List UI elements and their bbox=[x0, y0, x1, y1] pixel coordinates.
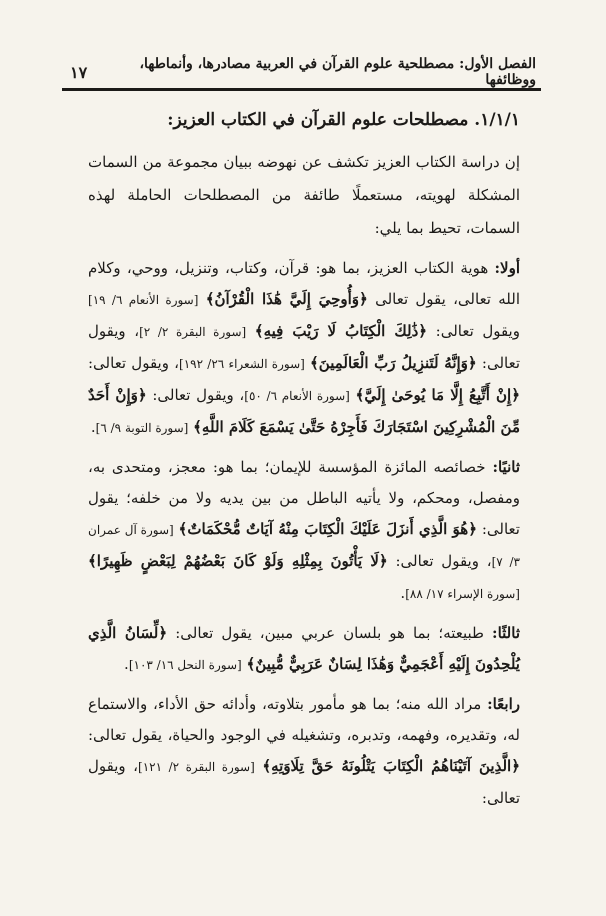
quran-quote: ﴿لِّسَانُ الَّذِي يُلْحِدُونَ إِلَيْهِ أَعْجَمِيٌّ وَهَٰذَا لِسَانٌ عَرَبِيٌّ مُّبِينٌ﴾ bbox=[88, 623, 520, 673]
punctuation: . bbox=[400, 583, 406, 602]
punctuation: . bbox=[90, 417, 96, 436]
body-text: ، ويقول تعالى: bbox=[88, 756, 520, 807]
quran-quote: ﴿لَا يَأْتُونَ بِمِثْلِهِ وَلَوْ كَانَ بَعْضُهُمْ لِبَعْضٍ ظَهِيرًا﴾ bbox=[88, 551, 388, 570]
quran-quote: ﴿ذَٰلِكَ الْكِتَابُ لَا رَيْبَ فِيهِ﴾ bbox=[254, 321, 428, 340]
verse-reference: [سورة آل عمران ٣/ ٧] bbox=[88, 522, 520, 569]
section-heading: ١/١/١. مصطلحات علوم القرآن في الكتاب العزيز: bbox=[167, 110, 520, 130]
quran-quote: ﴿وَإِنَّهُ لَتَنزِيلُ رَبِّ الْعَالَمِينَ﴾ bbox=[310, 353, 477, 372]
paragraph-second bbox=[88, 452, 520, 610]
item-lead: ثانيًا: bbox=[492, 457, 520, 476]
body-text: طبيعته؛ بما هو بلسان عربي مبين، يقول تعالى: bbox=[167, 623, 493, 642]
verse-reference: [سورة النحل ١٦/ ١٠٣] bbox=[128, 657, 242, 672]
quran-quote: ﴿إِنْ أَتَّبِعُ إِلَّا مَا يُوحَىٰ إِلَيَّ﴾ bbox=[355, 385, 520, 404]
body-text: خصائصه المائزة المؤسسة للإيمان؛ بما هو: معجز، ومتحدى به، ومفصل، ومحكم، ولا يأتيه الباطل من بين يديه ولا من خلفه؛ يقول تعالى: bbox=[88, 457, 520, 538]
verse-reference: [سورة التوبة ٩/ ٦] bbox=[95, 420, 189, 435]
page-number: ١٧ bbox=[70, 62, 88, 82]
paragraph-first bbox=[88, 253, 520, 444]
verse-reference: [سورة البقرة ٢/ ٢] bbox=[139, 324, 247, 339]
verse-reference: [سورة الأنعام ٦/ ١٩] bbox=[88, 292, 199, 307]
item-lead: أولا: bbox=[494, 258, 520, 277]
quran-quote: ﴿وَإِنْ أَحَدٌ مِّنَ الْمُشْرِكِينَ اسْتَجَارَكَ فَأَجِرْهُ حَتَّىٰ يَسْمَعَ كَلَامَ اللَّهِ﴾ bbox=[88, 385, 520, 436]
body-text: ، ويقول تعالى: bbox=[88, 353, 179, 372]
body-text: ، ويقول تعالى: bbox=[146, 385, 245, 404]
intro-paragraph bbox=[88, 146, 520, 245]
punctuation: . bbox=[124, 654, 129, 673]
item-lead: رابعًا: bbox=[487, 694, 521, 713]
verse-reference: [سورة الأنعام ٦/ ٥٠] bbox=[244, 388, 350, 403]
verse-reference: [سورة البقرة ٢/ ١٢١] bbox=[138, 759, 255, 774]
quran-quote: ﴿الَّذِينَ آتَيْنَاهُمُ الْكِتَابَ يَتْلُونَهُ حَقَّ تِلَاوَتِهِ﴾ bbox=[262, 756, 520, 775]
verse-reference: [سورة الشعراء ٢٦/ ١٩٢] bbox=[179, 356, 305, 371]
page-body bbox=[88, 108, 520, 822]
body-text: ، ويقول تعالى: bbox=[88, 321, 521, 372]
body-text: مراد الله منه؛ بما هو مأمور بتلاوته، وأدائه حق الأداء، والاستماع له، وتقديره، وفهمه، وتدبره، وتشغيله في الوجود والحياة، يقول تعالى: bbox=[88, 694, 520, 744]
item-lead: ثالثًا: bbox=[492, 623, 520, 642]
paragraph-fourth bbox=[88, 689, 520, 814]
paragraph-third bbox=[88, 618, 520, 681]
quran-quote: ﴿وَأُوحِيَ إِلَيَّ هَٰذَا الْقُرْآنُ﴾ bbox=[205, 289, 368, 308]
header-rule bbox=[62, 88, 541, 91]
body-text: ويقول تعالى: bbox=[427, 321, 520, 340]
running-header bbox=[70, 58, 536, 86]
body-text: ، ويقول تعالى: bbox=[387, 551, 492, 570]
quran-quote: ﴿هُوَ الَّذِي أَنزَلَ عَلَيْكَ الْكِتَابَ مِنْهُ آيَاتٌ مُّحْكَمَاتٌ﴾ bbox=[178, 519, 478, 538]
chapter-title: الفصل الأول: مصطلحية علوم القرآن في العربية مصادرها، وأنماطها، ووظائفها bbox=[139, 56, 536, 88]
verse-reference: [سورة الإسراء ١٧/ ٨٨] bbox=[405, 586, 520, 601]
intro-text: إن دراسة الكتاب العزيز تكشف عن نهوضه ببيان مجموعة من السمات المشكلة لهويته، مستعملًا طائفة من المصطلحات الحاملة لهذه السمات، تحيط بما يلي: bbox=[88, 152, 520, 237]
body-text: هوية الكتاب العزيز، بما هو: قرآن، وكتاب، وتنزيل، ووحي، وكلام الله تعالى، يقول تعالى bbox=[88, 258, 520, 308]
